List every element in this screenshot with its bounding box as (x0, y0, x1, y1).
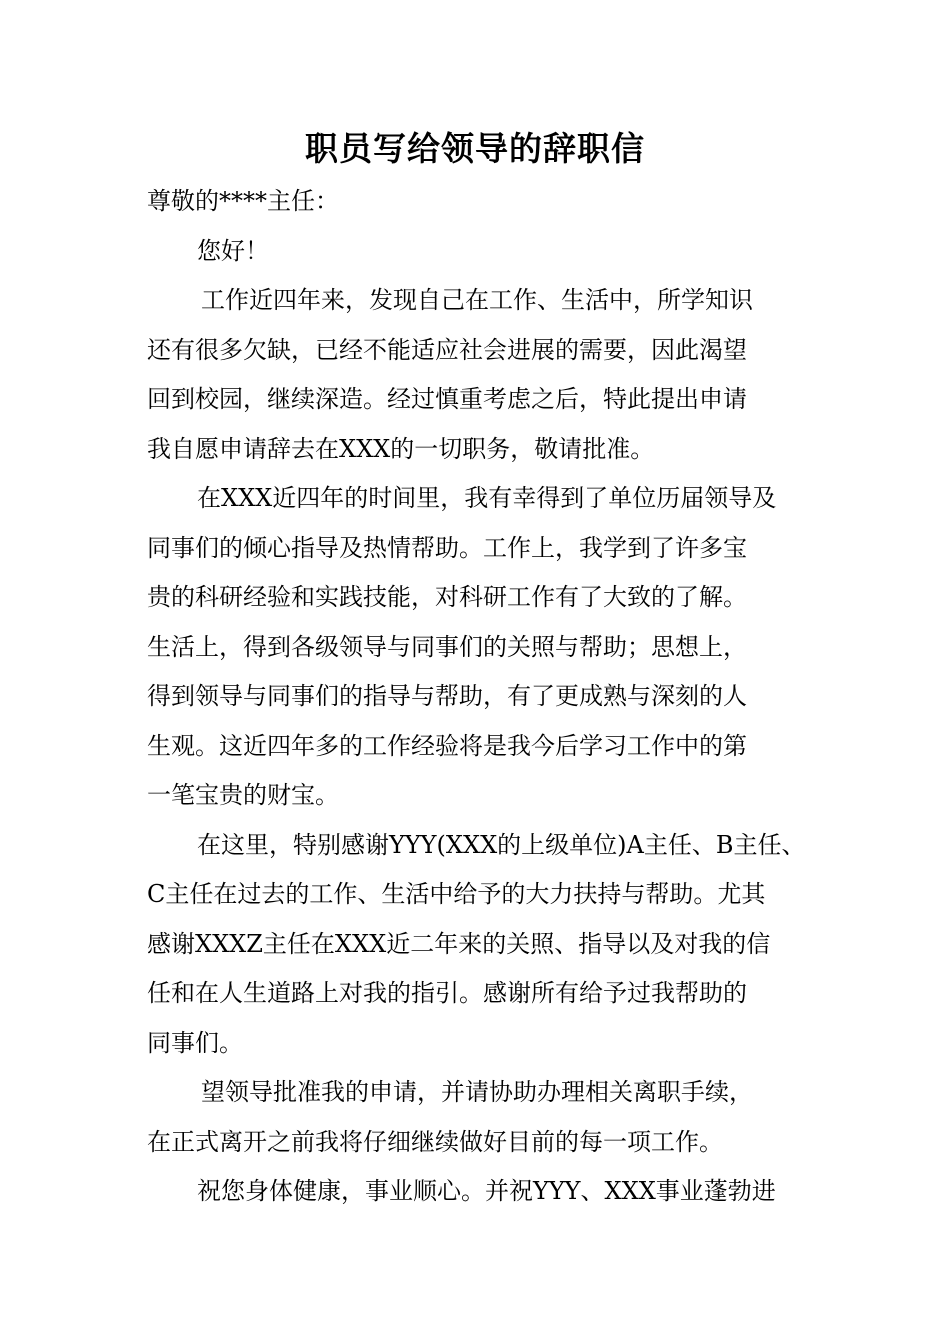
paragraph-line: 贵的科研经验和实践技能，对科研工作有了大致的了解。 (147, 583, 747, 611)
paragraph-line: 一笔宝贵的财宝。 (147, 781, 339, 809)
paragraph-line: 还有很多欠缺，已经不能适应社会进展的需要，因此渴望 (147, 335, 747, 364)
paragraph-line: 在这里，特别感谢YYY(XXX的上级单位)A主任、B主任、 (197, 830, 806, 859)
paragraph-line: 任和在人生道路上对我的指引。感谢所有给予过我帮助的 (147, 979, 747, 1007)
paragraph-line: 望领导批准我的申请，并请协助办理相关离职手续， (201, 1078, 753, 1106)
paragraph-5 (147, 1167, 827, 1217)
paragraph-3 (147, 821, 827, 1069)
paragraph-line: 感谢XXXZ主任在XXX近二年来的关照、指导以及对我的信 (147, 929, 771, 958)
greeting: 您好！ (197, 236, 269, 265)
paragraph-line: 回到校园，继续深造。经过慎重考虑之后，特此提出申请 (147, 385, 747, 413)
paragraph-line: 在XXX近四年的时间里，我有幸得到了单位历届领导及 (197, 484, 777, 512)
paragraph-line: 在正式离开之前我将仔细继续做好目前的每一项工作。 (147, 1127, 723, 1156)
paragraph-line: C主任在过去的工作、生活中给予的大力扶持与帮助。尤其 (147, 880, 766, 908)
paragraph-line: 同事们。 (147, 1028, 243, 1057)
paragraph-line: 工作近四年来，发现自己在工作、生活中，所学知识 (201, 286, 753, 314)
paragraph-2 (147, 474, 827, 821)
paragraph-line: 同事们的倾心指导及热情帮助。工作上，我学到了许多宝 (147, 533, 747, 562)
paragraph-line: 生观。这近四年多的工作经验将是我今后学习工作中的第 (147, 731, 747, 760)
paragraph-line: 祝您身体健康，事业顺心。并祝YYY、XXX事业蓬勃进 (197, 1177, 776, 1205)
paragraph-line: 得到领导与同事们的指导与帮助，有了更成熟与深刻的人 (147, 682, 747, 710)
salutation: 尊敬的****主任： (147, 187, 339, 215)
letter-body (147, 177, 827, 1217)
document-title: 职员写给领导的辞职信 (305, 129, 645, 168)
paragraph-line: 生活上，得到各级领导与同事们的关照与帮助；思想上， (147, 632, 747, 661)
paragraph-line: 我自愿申请辞去在XXX的一切职务，敬请批准。 (147, 434, 655, 463)
paragraph-4 (147, 1068, 827, 1167)
paragraph-1 (147, 276, 827, 474)
